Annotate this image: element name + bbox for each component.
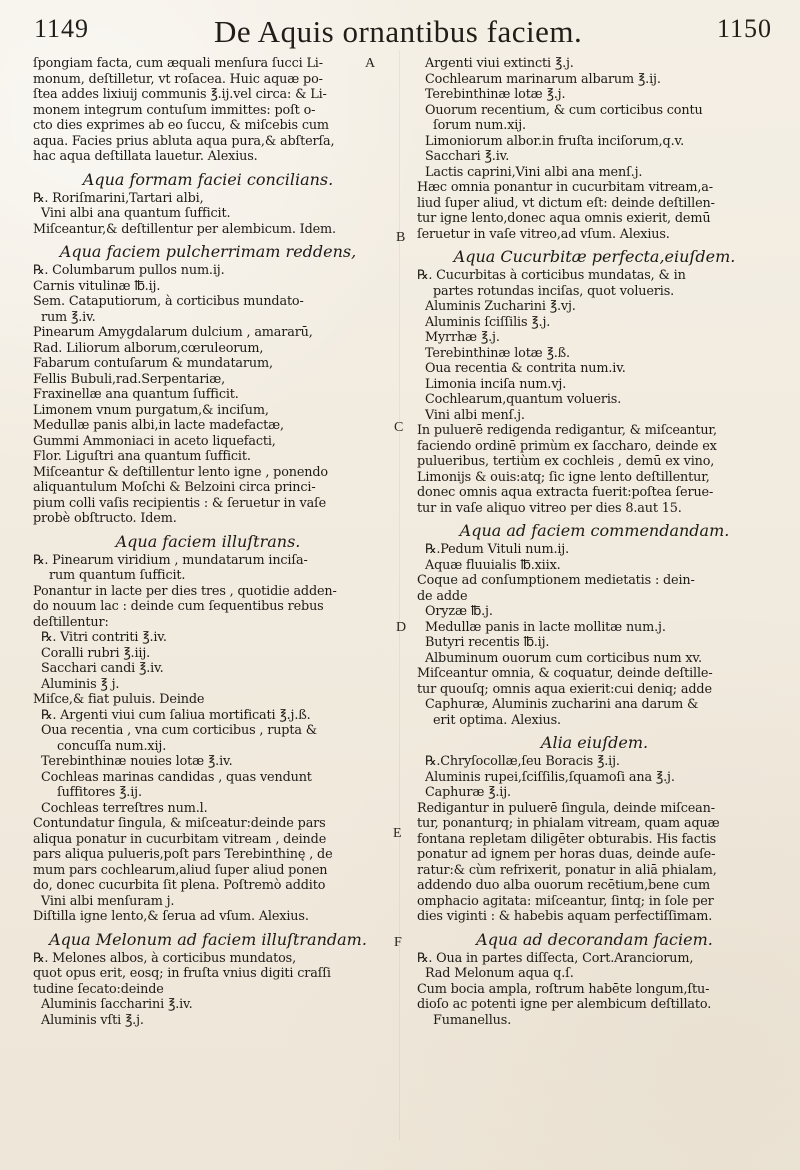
right-column-text-line: ℞.Chryſocollæ,ſeu Boracis ℥.ij. <box>425 754 620 769</box>
right-column-text-line: Terebinthinæ lotæ ℥.j. <box>425 87 566 102</box>
right-column-text-line: partes rotundas inciſas, quot volueris. <box>433 283 675 299</box>
left-column-text-line: Aluminis ſaccharini ℥.iv. <box>41 997 193 1012</box>
left-column-text-line: ſtea addes lixiuij communis ℥.ij.vel circa: & Li- <box>33 87 327 102</box>
right-column-text-line: ratur:& cùm refrixerit, ponatur in aliā phialam, <box>417 862 717 878</box>
right-column-text-line: Limonijs & ouis:atq; ſic igne lento deſtillentur, <box>417 469 710 485</box>
right-column-text-line: ℞. Oua in partes diſſecta, Cort.Aranciorum, <box>417 950 694 966</box>
left-column-text-line: Rad. Liliorum alborum,cœruleorum, <box>33 340 264 356</box>
left-column-text-line: do nouum lac : deinde cum ſequentibus rebus <box>33 599 324 614</box>
right-column-text-line: ſorum num.xij. <box>433 118 526 133</box>
right-column-text-line: Rad Melonum aqua q.ſ. <box>425 966 574 981</box>
left-column-text-line: Limonem vnum purgatum,& inciſum, <box>33 402 269 418</box>
left-column-text-line: Miſce,& fiat puluis. Deinde <box>33 692 205 707</box>
right-column-text-line: Fumanellus. <box>433 1012 512 1028</box>
left-column-text-line: Sem. Cataputiorum, à corticibus mundato- <box>33 294 304 309</box>
left-column-text-line: hac aqua deſtillata lauetur. Alexius. <box>33 149 258 164</box>
left-column-text-line: Ponantur in lacte per dies tres , quotidie adden- <box>33 583 337 599</box>
right-column-text-line: liud ſuper aliud, vt dictum eſt: deinde deſtillen- <box>417 195 715 211</box>
left-column-section-heading: Aqua Melonum ad faciem illuſtrandam. <box>49 929 367 949</box>
right-column-text-line: tur, ponanturq; in phialam vitream, quam aquæ <box>417 816 720 831</box>
column-gutter <box>399 50 400 1140</box>
right-column-text-line: omphacio agitata: miſceantur, ſintq; in ſole per <box>417 893 714 909</box>
right-column-text-line: ſeruetur in vaſe vitreo,ad vſum. Alexius. <box>417 226 670 242</box>
right-column-text-line: Myrrhæ ℥.j. <box>425 330 500 345</box>
left-column-text-line: Fellis Bubuli,rad.Serpentariæ, <box>33 371 226 387</box>
right-column-text-line: ℞.Pedum Vituli num.ij. <box>425 542 570 557</box>
right-column-text-line: Ouorum recentium, & cum corticibus contu <box>425 102 703 118</box>
right-column <box>417 56 772 1156</box>
margin-marker-e: E <box>393 826 402 841</box>
right-column-text-line: Oua recentia & contrita num.iv. <box>425 361 626 376</box>
right-column-text-line: Albuminum ouorum cum corticibus num xv. <box>425 650 702 666</box>
right-column-text-line: Medullæ panis in lacte mollitæ num.j. <box>425 619 666 635</box>
right-column-text-line: faciendo ordinē primùm ex ſaccharo, deinde ex <box>417 438 717 454</box>
right-column-text-line: Limonia inciſa num.vj. <box>425 376 567 392</box>
left-column <box>33 56 383 1156</box>
right-column-text-line: Oryzæ ℔.j. <box>425 604 493 619</box>
left-column-section-heading: Aqua formam faciei concilians. <box>82 169 334 189</box>
right-column-section-heading: Aqua ad decorandam faciem. <box>476 929 713 949</box>
right-column-section-heading: Aqua Cucurbitæ perfecta,eiuſdem. <box>453 247 736 266</box>
left-column-text-line: deſtillentur: <box>33 614 109 630</box>
right-column-text-line: Vini albi menſ.j. <box>425 407 525 423</box>
left-column-text-line: aliqua ponatur in cucurbitam vitream , deinde <box>33 831 327 847</box>
right-column-text-line: Sacchari ℥.iv. <box>425 149 510 164</box>
left-column-text-line: Coralli rubri ℥.iij. <box>41 645 151 661</box>
left-column-text-line: probè obſtructo. Idem. <box>33 511 177 526</box>
left-column-text-line: aqua. Facies prius abluta aqua pura,& abſterſa, <box>33 133 335 149</box>
right-column-text-line: Caphuræ, Aluminis zucharini ana darum & <box>425 697 699 712</box>
left-column-text-line: Cochleas marinas candidas , quas vendunt <box>41 769 312 785</box>
right-column-text-line: tur in vaſe aliquo vitreo per dies 8.aut 15. <box>417 500 682 516</box>
right-column-text-line: Miſceantur omnia, & coquatur, deinde deſtille- <box>417 666 713 681</box>
right-column-text-line: tur quouſq; omnis aqua exierit:cui deniq; adde <box>417 681 712 697</box>
left-column-text-line: Miſceantur,& deſtillentur per alembicum. Idem. <box>33 221 336 237</box>
left-column-text-line: Pinearum Amygdalarum dulcium , amararū, <box>33 325 313 340</box>
right-column-text-line: donec omnis aqua extracta fuerit:poſtea ſerue- <box>417 485 714 500</box>
left-column-text-line: cto dies exprimes ab eo ſuccu, & miſcebis cum <box>33 118 329 133</box>
left-column-text-line: Carnis vitulinæ ℔.ij. <box>33 278 161 294</box>
left-column-text-line: Aluminis vſti ℥.j. <box>41 1012 144 1028</box>
right-column-text-line: fontana repletam diligēter obturabis. His factis <box>417 831 717 847</box>
right-column-text-line: ℞. Cucurbitas à corticibus mundatas, & in <box>417 268 686 283</box>
left-column-text-line: Fabarum contuſarum & mundatarum, <box>33 356 273 371</box>
margin-marker-a: A <box>365 56 376 71</box>
left-column-text-line: Terebinthinæ nouies lotæ ℥.iv. <box>41 754 233 769</box>
left-column-text-line: Fraxinellæ ana quantum ſufficit. <box>33 387 239 402</box>
left-column-text-line: ſpongiam facta, cum æquali menſura ſucci Li- <box>33 56 323 71</box>
left-column-text-line: monum, deſtilletur, vt roſacea. Huic aquæ po- <box>33 71 323 87</box>
left-column-text-line: Oua recentia , vna cum corticibus , rupta & <box>41 723 317 738</box>
right-column-text-line: In puluerē redigenda redigantur, & miſceantur, <box>417 423 717 438</box>
right-column-text-line: Hæc omnia ponantur in cucurbitam vitream,a- <box>417 180 713 195</box>
left-column-section-heading: Aqua faciem pulcherrimam reddens, <box>59 242 357 261</box>
page-header <box>0 0 800 64</box>
right-column-text-line: Redigantur in puluerē ſingula, deinde miſcean- <box>417 800 715 816</box>
right-column-text-line: addendo duo alba ouorum recētium,bene cum <box>417 878 710 893</box>
left-column-text-line: rum ℥.iv. <box>41 309 96 325</box>
left-column-text-line: mum pars cochlearum,aliud ſuper aliud ponen <box>33 862 328 878</box>
right-column-section-heading: Alia eiuſdem. <box>540 733 649 752</box>
left-column-text-line: Contundatur ſingula, & miſceatur:deinde pars <box>33 816 326 831</box>
margin-marker-f: F <box>394 935 402 950</box>
left-column-text-line: ℞. Pinearum viridium , mundatarum inciſa- <box>33 552 308 568</box>
right-column-text-line: Coque ad conſumptionem medietatis : dein- <box>417 573 695 588</box>
right-column-text-line: tur igne lento,donec aqua omnis exierit, demū <box>417 211 711 226</box>
margin-marker-d: D <box>396 620 407 635</box>
left-column-text-line: Medullæ panis albi,in lacte madefactæ, <box>33 418 284 433</box>
left-column-text-line: Gummi Ammoniaci in aceto liquefacti, <box>33 433 276 449</box>
right-column-text-line: Aquæ fluuialis ℔.xiix. <box>425 557 561 573</box>
margin-marker-c: C <box>394 420 404 435</box>
margin-marker-b: B <box>396 230 406 245</box>
left-column-section-heading: Aqua faciem illuſtrans. <box>115 531 301 551</box>
right-column-text-line: ponatur ad ignem per horas duas, deinde auſe- <box>417 847 716 862</box>
left-column-text-line: Cochleas terreſtres num.l. <box>41 800 208 816</box>
left-column-text-line: pars aliqua pulueris,poſt pars Terebinthinę , de <box>33 847 333 862</box>
left-column-text-line: Vini albi menſuram j. <box>41 893 175 909</box>
left-column-text-line: Miſceantur & deſtillentur lento igne , ponendo <box>33 464 328 480</box>
left-column-text-line: concuſſa num.xij. <box>57 738 167 754</box>
left-column-text-line: ℞. Melones albos, à corticibus mundatos, <box>33 950 297 966</box>
right-column-section-heading: Aqua ad faciem commendandam. <box>459 521 730 540</box>
left-column-text-line: Aluminis ℥ j. <box>41 676 120 692</box>
left-column-text-line: aliquantulum Moſchi & Belzoini circa princi- <box>33 480 316 495</box>
right-column-text-line: Terebinthinæ lotæ ℥.ß. <box>425 345 570 361</box>
left-column-text-line: ℞. Argenti viui cum ſaliua mortificati ℥.j.ß. <box>41 707 311 723</box>
right-column-text-line: pulueribus, tertiùm ex cochleis , demū ex vino, <box>417 454 715 469</box>
left-column-text-line: do, donec cucurbita ſit plena. Poſtremò addito <box>33 878 326 893</box>
right-column-text-line: Cum bocia ampla, roſtrum habēte longum,ſtu- <box>417 981 710 997</box>
right-column-text-line: Cochlearum,quantum volueris. <box>425 392 622 407</box>
left-column-text-line: ſuffitores ℥.ij. <box>57 785 142 800</box>
right-column-text-line: Aluminis Zucharini ℥.vj. <box>425 299 576 314</box>
right-column-text-line: Cochlearum marinarum albarum ℥.ij. <box>425 71 661 87</box>
left-page-number: 1149 <box>34 14 90 43</box>
left-column-text-line: quot opus erit, eosq; in fruſta vnius digiti craſſi <box>33 966 331 981</box>
right-column-text-line: dioſo ac potenti igne per alembicum deſtillato. <box>417 997 712 1012</box>
right-column-text-line: Aluminis ſciſſilis ℥.j. <box>425 314 551 330</box>
left-column-text-line: rum quantum ſufficit. <box>49 568 186 583</box>
right-column-text-line: erit optima. Alexius. <box>433 712 561 728</box>
right-column-text-line: dies viginti : & habebis aquam perfectiſſimam. <box>417 909 713 924</box>
left-column-text-line: tudine ſecato:deinde <box>33 981 164 997</box>
right-page-number: 1150 <box>716 14 772 43</box>
left-column-text-line: Diſtilla igne lento,& ſerua ad vſum. Alexius. <box>33 909 309 924</box>
running-title: De Aquis ornantibus faciem. <box>214 14 583 49</box>
right-column-text-line: Aluminis rupei,ſciſſilis,ſquamoſi ana ℥.j. <box>425 769 675 785</box>
right-column-text-line: Caphuræ ℥.ij. <box>425 785 511 800</box>
left-column-text-line: ℞. Columbarum pullos num.ij. <box>33 263 225 278</box>
left-column-text-line: Vini albi ana quantum ſufficit. <box>41 206 231 221</box>
left-column-text-line: ℞. Vitri contriti ℥.iv. <box>41 630 167 645</box>
left-column-text-line: ℞. Roriſmarini,Tartari albi, <box>33 190 204 206</box>
left-column-text-line: Flor. Liguſtri ana quantum ſufficit. <box>33 449 251 464</box>
left-column-text-line: pium colli vaſis recipientis : & ſeruetur in vaſe <box>33 495 327 511</box>
right-column-text-line: Argenti viui extincti ℥.j. <box>425 56 574 71</box>
right-column-text-line: Limoniorum albor.in fruſta inciſorum,q.v. <box>425 133 684 149</box>
right-column-text-line: de adde <box>417 588 468 604</box>
left-column-text-line: Sacchari candi ℥.iv. <box>41 661 164 676</box>
right-column-text-line: Lactis caprini,Vini albi ana menſ.j. <box>425 164 643 180</box>
right-column-text-line: Butyri recentis ℔.ij. <box>425 635 550 650</box>
left-column-text-line: monem integrum contuſum immittes: poſt o- <box>33 102 316 118</box>
